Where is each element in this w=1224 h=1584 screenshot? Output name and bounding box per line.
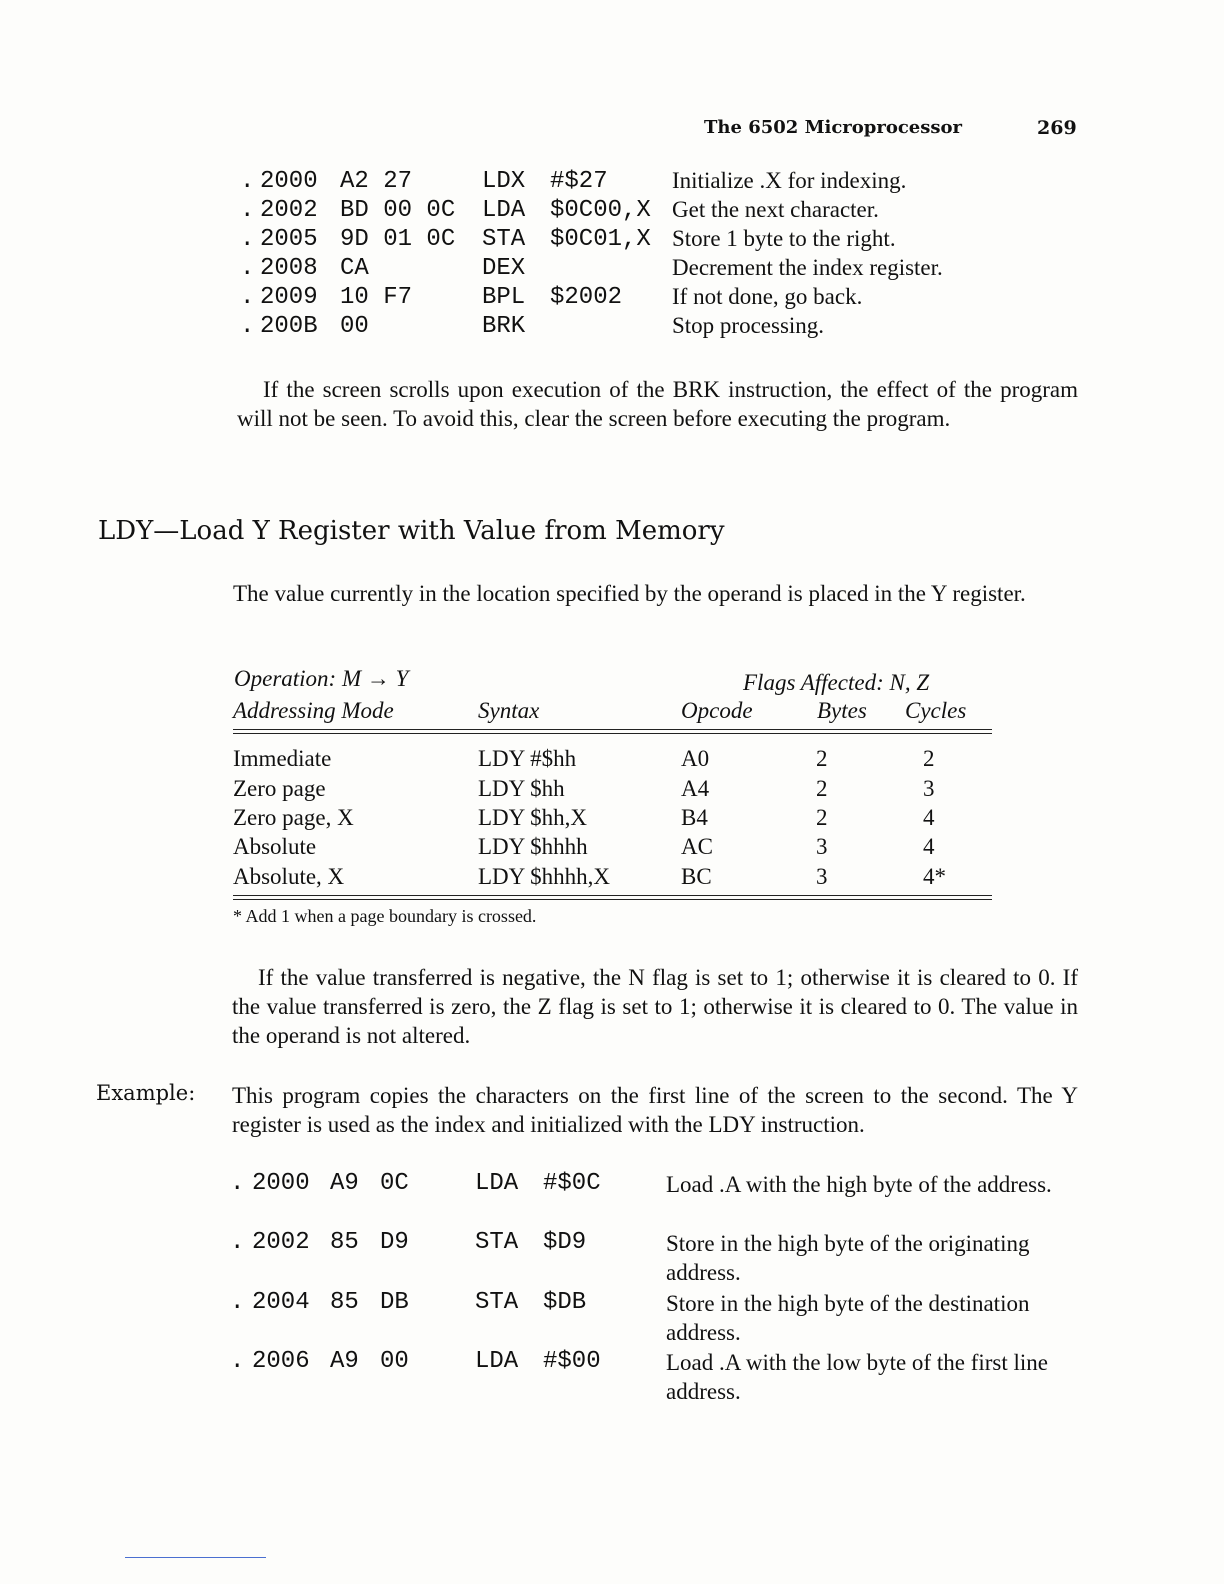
cell-bytes: 2 [816, 805, 828, 830]
cell-syntax: LDY $hhhh,X [478, 864, 611, 889]
instruction-description: The value currently in the location specified by the operand is placed in the Y register. [233, 581, 1026, 606]
listing-comment: Load .A with the low byte of the first line address. [666, 1350, 1048, 1404]
listing-byte: 85 [330, 1229, 359, 1256]
listing-address: 2000 [252, 1170, 310, 1197]
listing-address: 2005 [260, 226, 318, 253]
cell-cycles: 3 [923, 776, 935, 801]
listing-comment: Get the next character. [672, 197, 879, 222]
listing-mnemonic: LDA [475, 1348, 519, 1375]
paragraph-brk-note: If the screen scrolls upon execution of the BRK instruction, the effect of the program will not be seen. To avoid this, clear the screen before executing the program. [237, 377, 1078, 431]
listing-address: 2004 [252, 1289, 310, 1316]
listing-byte: 0C [380, 1170, 409, 1197]
listing-mnemonic: DEX [482, 255, 526, 282]
listing-operand: $2002 [550, 284, 623, 311]
listing-byte: DB [380, 1289, 409, 1316]
listing-comment: Decrement the index register. [672, 255, 943, 280]
flags-affected-label: Flags Affected: N, Z [743, 670, 930, 695]
table-row [233, 864, 993, 894]
listing-operand: $DB [543, 1289, 587, 1316]
listing-operand: $0C01,X [550, 226, 651, 253]
table-row [233, 746, 993, 776]
cell-opcode: B4 [681, 805, 708, 830]
table-footnote: * Add 1 when a page boundary is crossed. [233, 906, 537, 926]
listing-mnemonic: STA [475, 1229, 519, 1256]
header-addressing-mode: Addressing Mode [233, 698, 394, 723]
cell-mode: Zero page [233, 776, 326, 801]
table-row [233, 805, 993, 835]
cell-syntax: LDY $hh [478, 776, 565, 801]
header-bytes: Bytes [817, 698, 867, 723]
listing-comment: If not done, go back. [672, 284, 863, 309]
cell-opcode: A0 [681, 746, 710, 771]
listing-address: 2006 [252, 1348, 310, 1375]
listing-operand: $0C00,X [550, 197, 651, 224]
listing-comment: Store in the high byte of the originating address. [666, 1231, 1030, 1285]
cell-syntax: LDY $hh,X [478, 805, 588, 830]
cell-bytes: 3 [816, 834, 828, 859]
listing-mnemonic: BPL [482, 284, 526, 311]
cell-bytes: 3 [816, 864, 828, 889]
listing-address: 2008 [260, 255, 318, 282]
cell-opcode: A4 [681, 776, 710, 801]
table-row [233, 776, 993, 806]
listing-operand: #$27 [550, 168, 608, 195]
listing-address: 2000 [260, 168, 318, 195]
cell-bytes: 2 [816, 746, 828, 771]
listing-address: 200B [260, 313, 318, 340]
header-cycles: Cycles [905, 698, 967, 723]
listing-operand: $D9 [543, 1229, 587, 1256]
header-syntax: Syntax [478, 698, 540, 723]
cell-bytes: 2 [816, 776, 828, 801]
page-number: 269 [1037, 117, 1077, 139]
table-row [233, 834, 993, 864]
operation-label: Operation: M → Y [234, 666, 409, 691]
cell-opcode: BC [681, 864, 712, 889]
listing-operand: #$0C [543, 1170, 601, 1197]
section-heading: LDY—Load Y Register with Value from Memory [98, 516, 725, 546]
scan-edge-line [125, 1557, 266, 1558]
cell-mode: Zero page, X [233, 805, 354, 830]
listing-mnemonic: LDX [482, 168, 526, 195]
listing-mnemonic: LDA [475, 1170, 519, 1197]
listing-address: 2009 [260, 284, 318, 311]
listing-byte: A9 [330, 1348, 359, 1375]
cell-cycles: 4 [923, 805, 935, 830]
table-rule-bottom [233, 895, 992, 896]
listing-bytes: 10 F7 [340, 284, 413, 311]
listing-mnemonic: BRK [482, 313, 526, 340]
listing-comment: Load .A with the high byte of the address. [666, 1172, 1052, 1197]
listing-byte: 85 [330, 1289, 359, 1316]
cell-cycles: 4 [923, 834, 935, 859]
cell-syntax: LDY #$hh [478, 746, 577, 771]
table-rule-top [233, 729, 992, 730]
listing-mnemonic: STA [475, 1289, 519, 1316]
listing-bytes: A2 27 [340, 168, 413, 195]
cell-cycles: 4* [923, 864, 946, 889]
cell-mode: Absolute [233, 834, 317, 859]
table-header-row [233, 698, 993, 728]
running-header-title: The 6502 Microprocessor [704, 117, 963, 138]
listing-comment: Store in the high byte of the destination address. [666, 1291, 1030, 1345]
listing-comment: Initialize .X for indexing. [672, 168, 907, 193]
listing-mnemonic: LDA [482, 197, 526, 224]
table-rule-top-2 [233, 733, 992, 734]
listing-bytes: 9D 01 0C [340, 226, 456, 253]
example-label: Example: [96, 1081, 196, 1105]
cell-mode: Absolute, X [233, 864, 345, 889]
listing-bytes: BD 00 0C [340, 197, 456, 224]
cell-mode: Immediate [233, 746, 332, 771]
listing-byte: 00 [380, 1348, 409, 1375]
example-text: This program copies the characters on the first line of the screen to the second. The Y register is used as the index and initialized with the LDY instruction. [232, 1083, 1078, 1137]
cell-opcode: AC [681, 834, 713, 859]
listing-bytes: 00 [340, 313, 369, 340]
paragraph-flags: If the value transferred is negative, the N flag is set to 1; otherwise it is cleared to 0. If the value transferred is zero, the Z flag is set to 1; otherwise it is cleared to 0. The value in the operand is not altered. [232, 965, 1078, 1048]
listing-address: 2002 [252, 1229, 310, 1256]
header-opcode: Opcode [681, 698, 753, 723]
table-rule-bottom-2 [233, 899, 992, 900]
cell-syntax: LDY $hhhh [478, 834, 588, 859]
listing-byte: A9 [330, 1170, 359, 1197]
listing-bytes: CA [340, 255, 369, 282]
listing-comment: Store 1 byte to the right. [672, 226, 896, 251]
listing-byte: D9 [380, 1229, 409, 1256]
listing-address: 2002 [260, 197, 318, 224]
listing-operand: #$00 [543, 1348, 601, 1375]
cell-cycles: 2 [923, 746, 935, 771]
listing-mnemonic: STA [482, 226, 526, 253]
listing-comment: Stop processing. [672, 313, 825, 338]
